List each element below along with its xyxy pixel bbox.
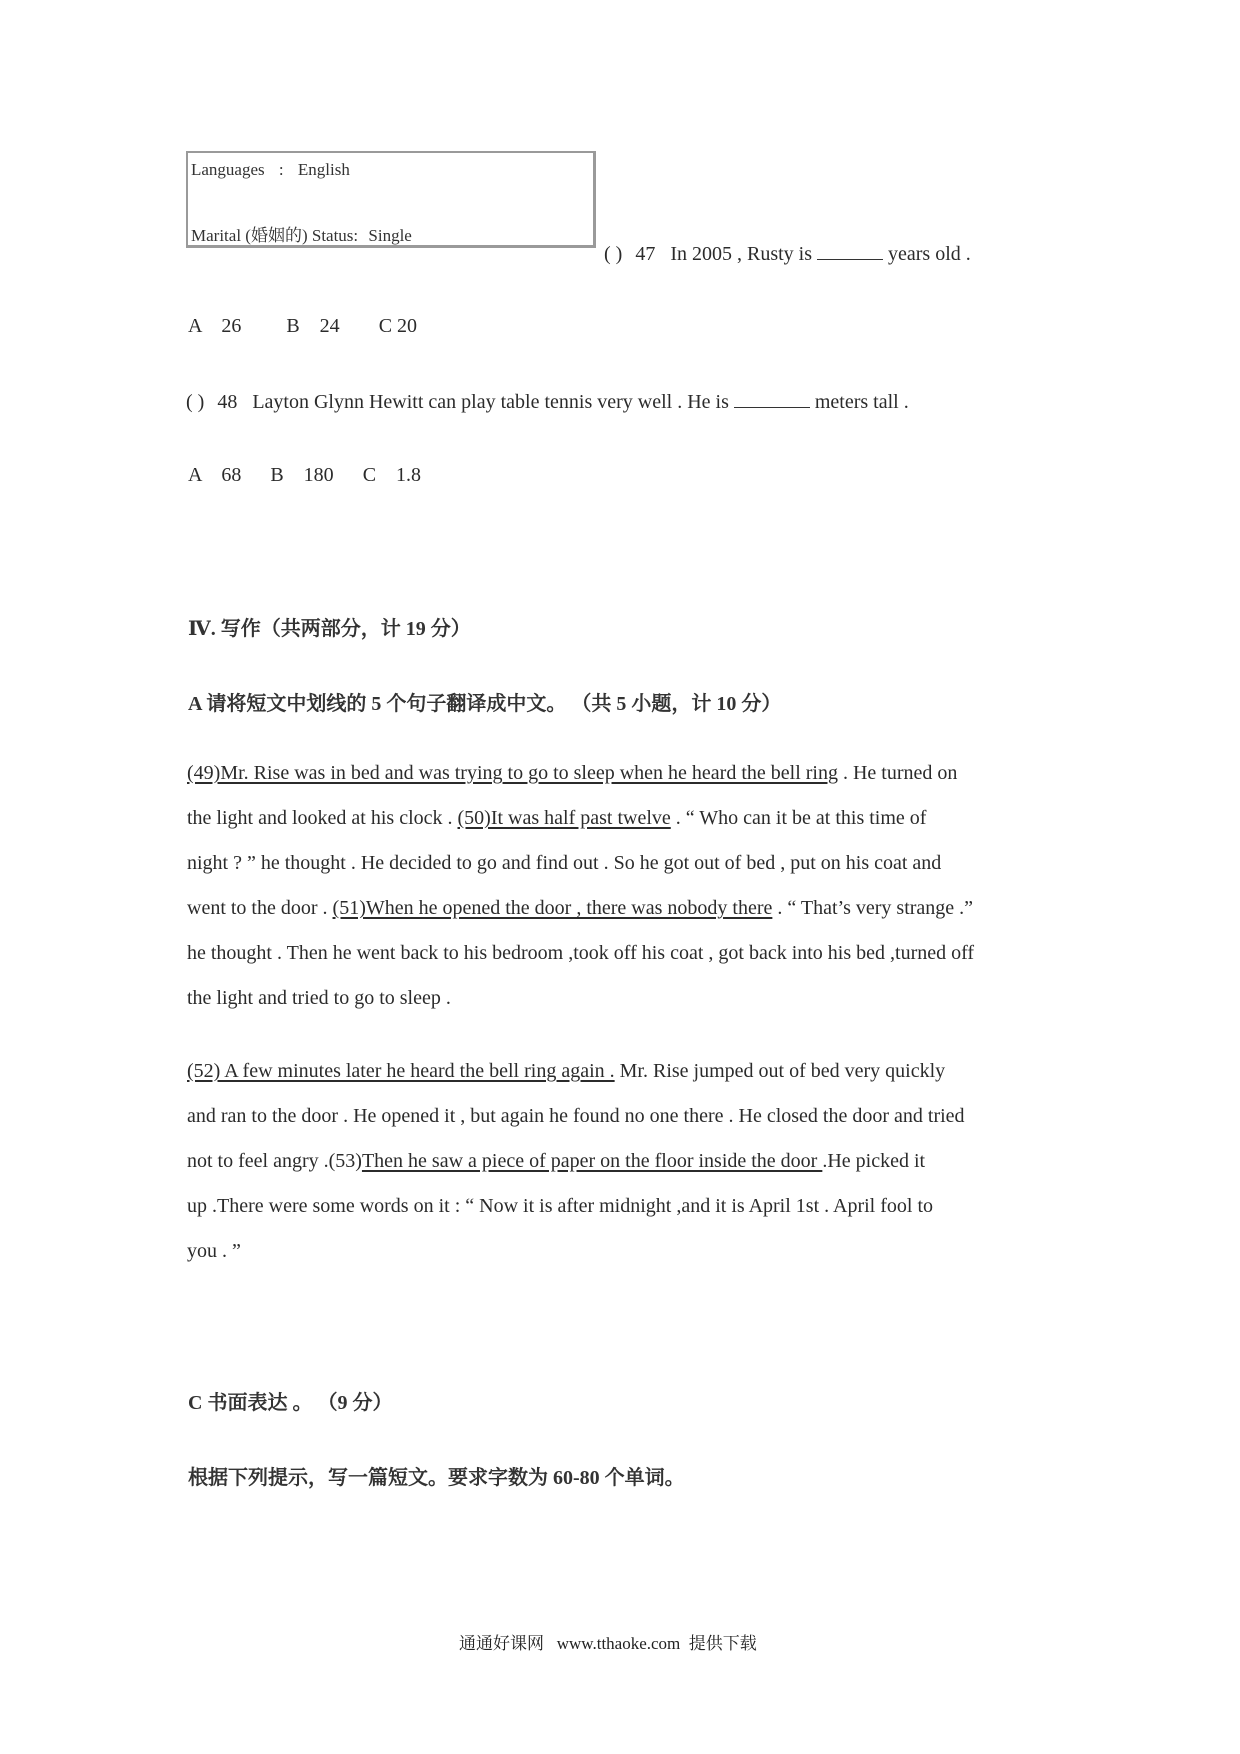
option-b: B 24 — [286, 315, 340, 337]
languages-row — [191, 160, 350, 180]
question-47-options — [188, 315, 417, 338]
passage-line — [187, 796, 1067, 841]
passage-paragraph-2 — [187, 1049, 1067, 1274]
passage-text: . “ Who can it be at this time of — [670, 807, 927, 829]
part-c-instruction: 根据下列提示，写一篇短文。要求字数为 60-80 个单词。 — [188, 1467, 685, 1489]
question-47 — [604, 241, 971, 266]
passage-line: up .There were some words on it : “ Now it is after midnight ,and it is April 1st . April fool to — [187, 1195, 934, 1217]
passage-line: night ? ” he thought . He decided to go and find out . So he got out of bed , put on his coat and — [187, 852, 942, 874]
question-number: 48 — [217, 391, 238, 413]
sentence-51: (51)When he opened the door , there was nobody there — [332, 897, 773, 919]
info-box — [186, 151, 596, 248]
option-a: A 26 — [188, 315, 242, 337]
option-c: C 1.8 — [362, 464, 422, 486]
passage-text: .He picked it — [822, 1150, 926, 1172]
passage-line — [187, 751, 1067, 796]
question-text: In 2005 , Rusty is — [670, 243, 813, 265]
page-footer: 通通好课网 www.tthaoke.com 提供下载 — [459, 1634, 757, 1653]
part-c-title: C 书面表达 。 （9 分） — [188, 1392, 393, 1414]
passage-text: . “ That’s very strange .” — [772, 897, 974, 919]
passage-paragraph-1 — [187, 751, 1067, 1021]
marital-label: Marital (婚姻的) Status: — [191, 226, 359, 245]
question-48-options — [188, 464, 421, 487]
question-text: Layton Glynn Hewitt can play table tennis very well . He is — [252, 391, 729, 413]
passage-text: Mr. Rise jumped out of bed very quickly — [614, 1060, 946, 1082]
passage-line — [187, 886, 1067, 931]
passage-text: . He turned on — [837, 762, 958, 784]
languages-separator: : — [278, 160, 284, 179]
passage-text: went to the door . — [187, 897, 333, 919]
marital-row — [191, 221, 412, 246]
question-text-end: years old . — [888, 243, 971, 265]
sentence-52: (52) A few minutes later he heard the bell ring again . — [187, 1060, 615, 1082]
sentence-53: Then he saw a piece of paper on the floor inside the door — [361, 1150, 823, 1172]
option-c: C 20 — [378, 315, 418, 337]
languages-value: English — [297, 160, 350, 179]
answer-parens: ( ) — [186, 391, 205, 413]
passage-line: and ran to the door . He opened it , but again he found no one there . He closed the door and tried — [187, 1105, 965, 1127]
answer-blank — [734, 389, 810, 408]
languages-label: Languages — [191, 160, 265, 179]
passage-line — [187, 1139, 1067, 1184]
sentence-49: (49)Mr. Rise was in bed and was trying to go to sleep when he heard the bell ring — [187, 762, 838, 784]
answer-parens: ( ) — [604, 243, 623, 265]
part-a-title: A 请将短文中划线的 5 个句子翻译成中文。 （共 5 小题，计 10 分） — [188, 693, 782, 715]
passage-line: the light and tried to go to sleep . — [187, 987, 451, 1009]
passage-text: not to feel angry .(53) — [187, 1150, 362, 1172]
passage-line — [187, 1049, 1067, 1094]
option-a: A 68 — [188, 464, 242, 486]
question-number: 47 — [635, 243, 656, 265]
question-text-end: meters tall . — [814, 391, 909, 413]
sentence-50: (50)It was half past twelve — [457, 807, 671, 829]
passage-text: the light and looked at his clock . — [187, 807, 458, 829]
marital-value: Single — [368, 226, 412, 245]
option-b: B 180 — [270, 464, 334, 486]
question-48 — [186, 389, 909, 414]
passage-line: you . ” — [187, 1240, 241, 1262]
passage-line: he thought . Then he went back to his bedroom ,took off his coat , got back into his bed ,turned off — [187, 942, 975, 964]
section-title: Ⅳ. 写作（共两部分，计 19 分） — [188, 618, 471, 640]
answer-blank — [817, 241, 883, 260]
